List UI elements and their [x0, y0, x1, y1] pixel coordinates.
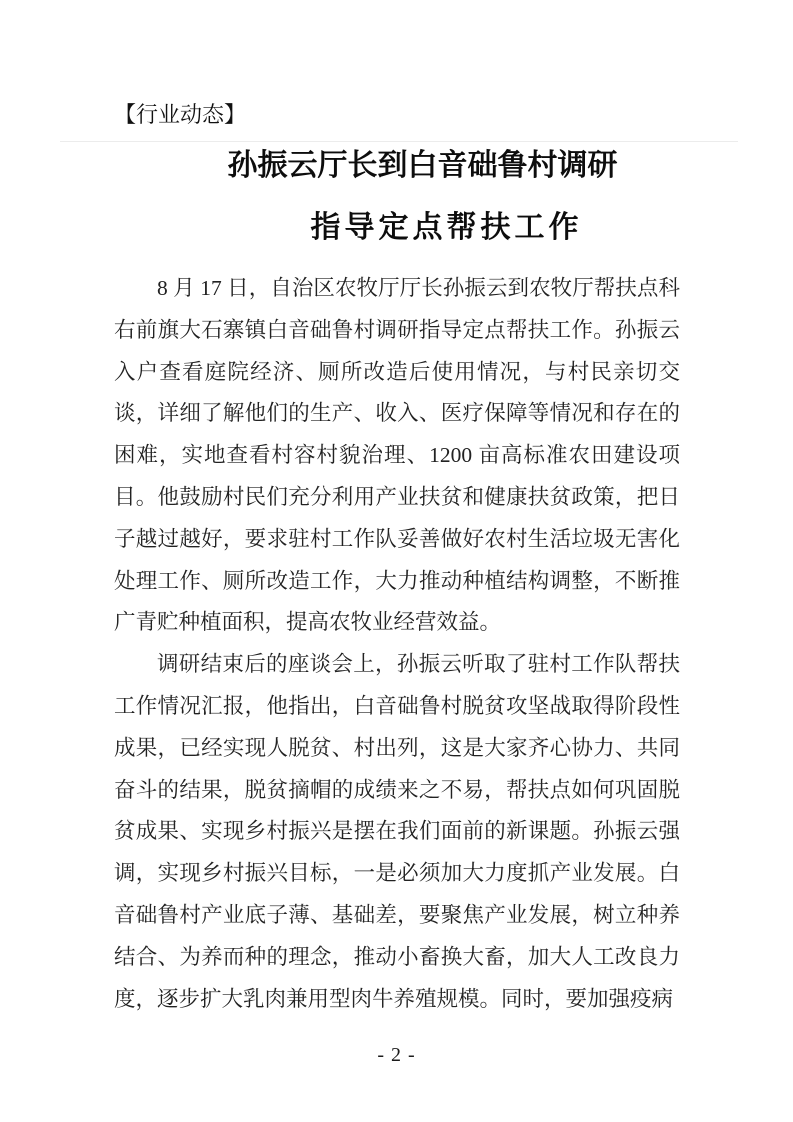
paragraph-1: 8 月 17 日，自治区农牧厅厅长孙振云到农牧厅帮扶点科右前旗大石寨镇白音础鲁村调研指导定点帮扶工作。孙振云入户查看庭院经济、厕所改造后使用情况，与村民亲切交谈，详细了解他们的生产、收入、医疗保障等情况和存在的困难，实地查看村容村貌治理、1200 亩高标准农田建设项目。他鼓励村民们充分利用产业扶贫和健康扶贫政策，把日子越过越好，要求驻村工作队妥善做好农村生活垃圾无害化处理工作、厕所改造工作，大力推动种植结构调整，不断推广青贮种植面积，提高农牧业经营效益。 [114, 276, 680, 635]
page-number: - 2 - [377, 1044, 416, 1066]
article-title-line2: 指导定点帮扶工作 [310, 211, 583, 244]
paragraph-2: 调研结束后的座谈会上，孙振云听取了驻村工作队帮扶工作情况汇报，他指出，白音础鲁村脱贫攻坚战取得阶段性成果，已经实现人脱贫、村出列，这是大家齐心协力、共同奋斗的结果，脱贫摘帽的成绩来之不易，帮扶点如何巩固脱贫成果、实现乡村振兴是摆在我们面前的新课题。孙振云强调，实现乡村振兴目标，一是必须加大力度抓产业发展。白音础鲁村产业底子薄、基础差，要聚焦产业发展，树立种养结合、为养而种的理念，推动小畜换大畜，加大人工改良力度，逐步扩大乳肉兼用型肉牛养殖规模。同时，要加强疫病 [114, 652, 680, 1011]
article-body [114, 268, 680, 1020]
article-title-line1: 孙振云厅长到白音础鲁村调研 [227, 149, 618, 182]
section-label: 【行业动态】 [114, 102, 247, 127]
header-divider [60, 141, 738, 142]
